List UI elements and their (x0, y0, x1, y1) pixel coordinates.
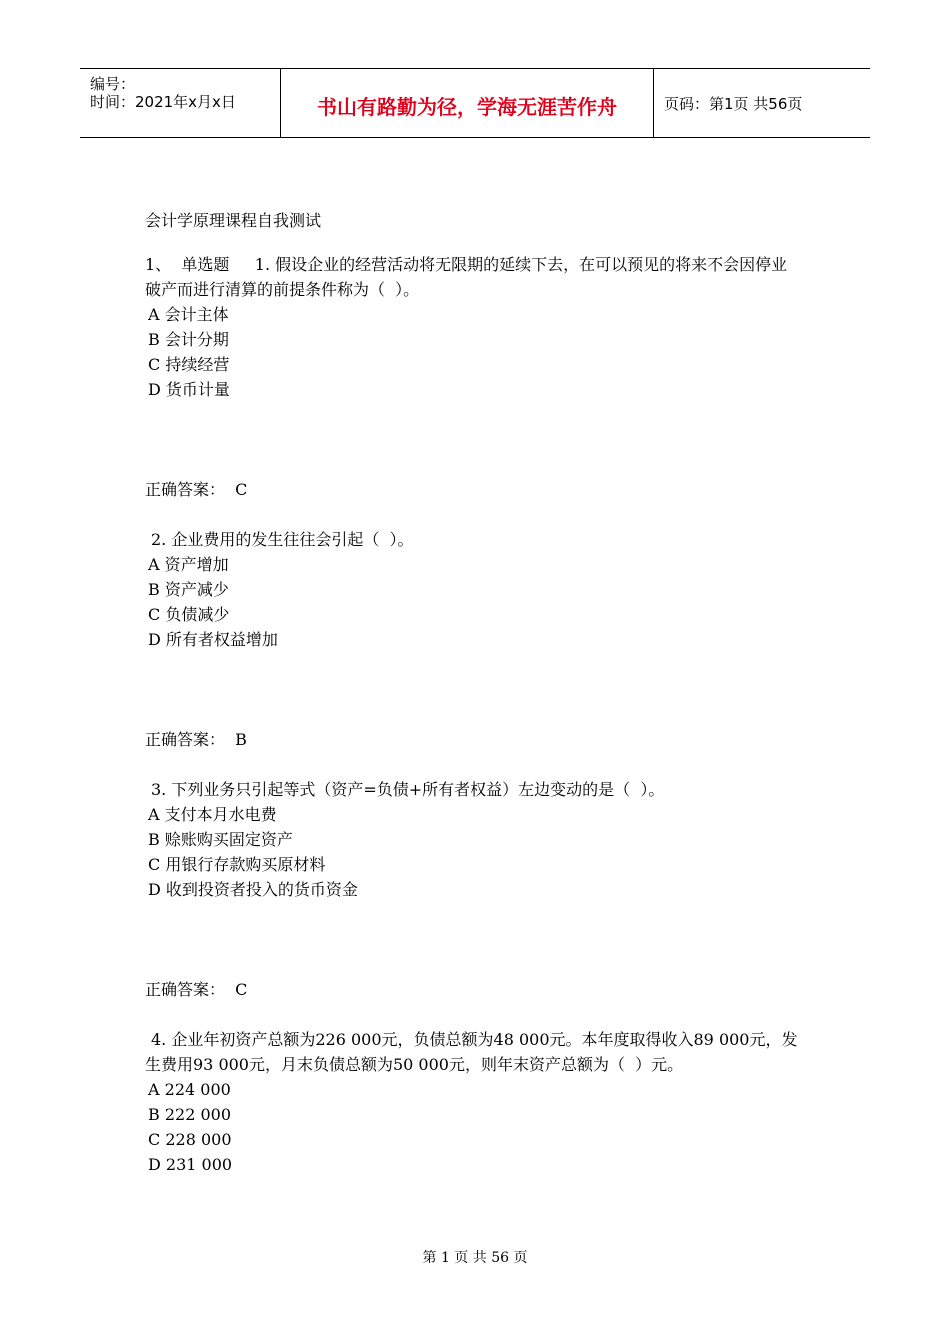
document-title: 会计学原理课程自我测试 (145, 211, 322, 230)
header-page-cell (654, 69, 870, 137)
option-item: C 持续经营 (148, 355, 230, 374)
option-item: D 收到投资者投入的货币资金 (148, 880, 358, 899)
option-item: A 支付本月水电费 (148, 805, 277, 824)
document-header (80, 68, 870, 138)
option-item: B 222 000 (148, 1105, 232, 1124)
option-item: C 用银行存款购买原材料 (148, 855, 326, 874)
question-3-text: 3. 下列业务只引起等式（资产=负债+所有者权益）左边变动的是（ ）。 (151, 780, 665, 799)
header-info-cell (80, 69, 281, 137)
document-body (145, 208, 810, 1177)
option-item: A 224 000 (148, 1080, 231, 1099)
option-item: D 所有者权益增加 (148, 630, 278, 649)
header-motto-cell (281, 69, 654, 137)
question-1-line-1 (145, 252, 810, 277)
question-2-text: 2. 企业费用的发生往往会引起（ ）。 (151, 530, 414, 549)
option-item: B 会计分期 (148, 330, 229, 349)
answer-2: 正确答案： B (145, 730, 247, 749)
page-footer: 第 1 页 共 56 页 (422, 1250, 528, 1266)
header-motto: 书山有路勤为径，学海无涯苦作舟 (317, 95, 617, 119)
question-1-text: 1. 假设企业的经营活动将无限期的延续下去，在可以预见的将来不会因停业 (254, 255, 788, 274)
date-label: 时间：2021年x月x日 (90, 93, 236, 111)
option-item: A 会计主体 (148, 305, 229, 324)
question-1-line-2: 破产而进行清算的前提条件称为（ ）。 (145, 280, 420, 299)
number-label: 编号： (90, 75, 136, 93)
option-item: D 231 000 (148, 1155, 233, 1174)
answer-1: 正确答案： C (145, 480, 248, 499)
question-4-line-2: 生费用93 000元，月末负债总额为50 000元，则年末资产总额为（ ）元。 (145, 1055, 684, 1074)
option-item: B 资产减少 (148, 580, 229, 599)
answer-3: 正确答案： C (145, 980, 248, 999)
option-item: A 资产增加 (148, 555, 229, 574)
option-item: B 赊账购买固定资产 (148, 830, 293, 849)
question-4-line-1: 4. 企业年初资产总额为226 000元，负债总额为48 000元。本年度取得收入89 000元，发 (151, 1030, 798, 1049)
section-label: 1、 单选题 (145, 255, 230, 274)
option-item: C 负债减少 (148, 605, 230, 624)
header-page-info: 页码：第1页 共56页 (664, 95, 803, 113)
option-item: D 货币计量 (148, 380, 230, 399)
option-item: C 228 000 (148, 1130, 232, 1149)
